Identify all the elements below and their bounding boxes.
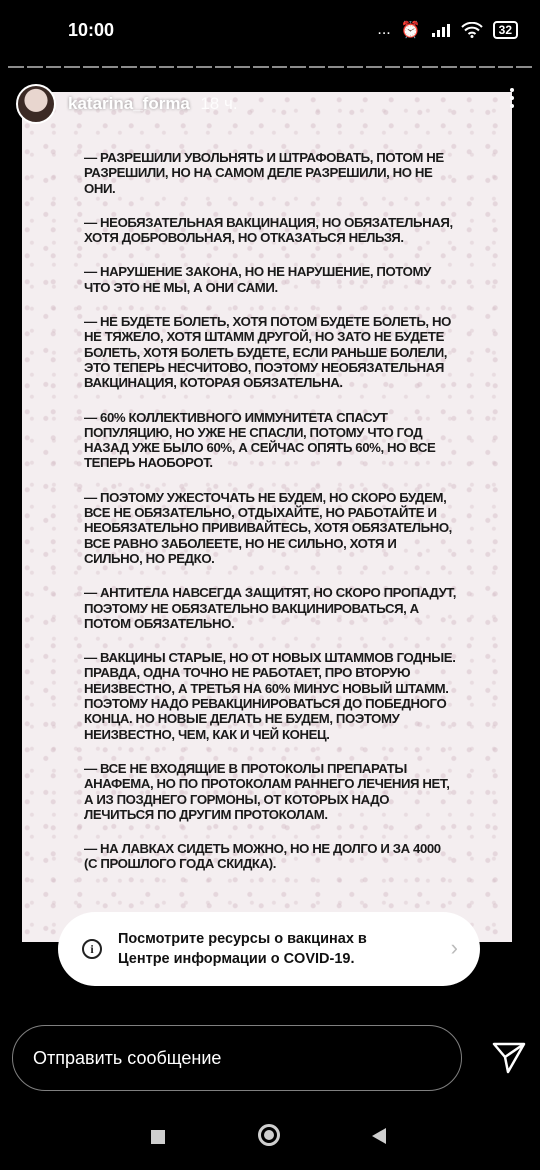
progress-segment bbox=[328, 66, 344, 68]
progress-segment bbox=[422, 66, 438, 68]
alarm-icon: ⏰ bbox=[400, 22, 421, 39]
story-paragraph: — 60% КОЛЛЕКТИВНОГО ИММУНИТЕТА СПАСУТ ПОПУЛЯЦИЮ, НО УЖЕ НЕ СПАСЛИ, ПОТОМУ ЧТО ГОД НАЗАД УЖЕ БЫЛО 60%, А СЕЙЧАС ОПЯТЬ 60%, НО ВСЕ ТЕПЕРЬ НАОБОРОТ. bbox=[84, 409, 436, 471]
info-icon: i bbox=[82, 939, 102, 959]
story-progress bbox=[8, 66, 532, 68]
progress-segment bbox=[290, 66, 306, 68]
story-image[interactable] bbox=[22, 92, 512, 942]
dot bbox=[510, 88, 514, 92]
progress-segment bbox=[234, 66, 250, 68]
covid-banner-text: Посмотрите ресурсы о вакцинах в Центре информации о COVID-19. bbox=[118, 931, 367, 967]
home-button[interactable] bbox=[258, 1124, 280, 1146]
progress-segment bbox=[272, 66, 288, 68]
covid-info-banner[interactable] bbox=[58, 912, 480, 986]
back-button[interactable] bbox=[372, 1128, 386, 1144]
progress-segment bbox=[177, 66, 193, 68]
clock: 10:00 bbox=[68, 20, 115, 40]
progress-segment bbox=[8, 66, 24, 68]
notification-dots-icon: ... bbox=[377, 21, 391, 38]
progress-segment bbox=[102, 66, 118, 68]
progress-segment bbox=[196, 66, 212, 68]
progress-segment bbox=[253, 66, 269, 68]
story-paragraph: — НЕОБЯЗАТЕЛЬНАЯ ВАКЦИНАЦИЯ, НО ОБЯЗАТЕЛЬНАЯ, ХОТЯ ДОБРОВОЛЬНАЯ, НО ОТКАЗАТЬСЯ НЕЛЬЗЯ. bbox=[84, 214, 453, 246]
dot bbox=[510, 96, 514, 100]
progress-segment bbox=[479, 66, 495, 68]
progress-segment bbox=[441, 66, 457, 68]
story-paragraph: — РАЗРЕШИЛИ УВОЛЬНЯТЬ И ШТРАФОВАТЬ, ПОТОМ НЕ РАЗРЕШИЛИ, НО НА САМОМ ДЕЛЕ РАЗРЕШИЛИ, НО НЕ ОНИ. bbox=[84, 150, 444, 196]
send-icon[interactable] bbox=[488, 1040, 528, 1076]
story-paragraph: — НА ЛАВКАХ СИДЕТЬ МОЖНО, НО НЕ ДОЛГО И ЗА 4000 (С ПРОШЛОГО ГОДА СКИДКА). bbox=[84, 841, 441, 872]
status-bar bbox=[0, 0, 540, 60]
progress-segment bbox=[140, 66, 156, 68]
recent-apps-button[interactable] bbox=[151, 1130, 165, 1144]
dot bbox=[510, 104, 514, 108]
status-icons bbox=[377, 20, 518, 40]
signal-icon bbox=[431, 23, 451, 37]
story-paragraph: — ВАКЦИНЫ СТАРЫЕ, НО ОТ НОВЫХ ШТАММОВ ГОДНЫЕ. ПРАВДА, ОДНА ТОЧНО НЕ РАБОТАЕТ, ПРО ВТОРУЮ НЕИЗВЕСТНО, А ТРЕТЬЯ НА 60% МИНУС НОВЫЙ ШТАММ. ПОЭТОМУ НАДО РЕВАКЦИНИРОВАТЬСЯ ДО ПОБЕДНОГО КОНЦА. НО НОВЫЕ ДЕЛАТЬ НЕ БУДЕМ, ПОЭТОМУ НЕИЗВЕСТНО, ЧЕМ, КАК И ЧЕЙ КОНЕЦ. bbox=[84, 650, 456, 742]
story-text bbox=[84, 150, 456, 891]
progress-segment bbox=[516, 66, 532, 68]
progress-segment bbox=[27, 66, 43, 68]
avatar[interactable] bbox=[16, 84, 56, 124]
story-paragraph: — НАРУШЕНИЕ ЗАКОНА, НО НЕ НАРУШЕНИЕ, ПОТОМУ ЧТО ЭТО НЕ МЫ, А ОНИ САМИ. bbox=[84, 264, 431, 295]
progress-segment bbox=[366, 66, 382, 68]
progress-segment bbox=[121, 66, 137, 68]
story-header bbox=[16, 84, 238, 124]
progress-segment bbox=[498, 66, 514, 68]
progress-segment bbox=[385, 66, 401, 68]
progress-segment bbox=[159, 66, 175, 68]
chevron-right-icon: › bbox=[450, 935, 458, 960]
progress-segment bbox=[309, 66, 325, 68]
story-paragraph: — ВСЕ НЕ ВХОДЯЩИЕ В ПРОТОКОЛЫ ПРЕПАРАТЫ АНАФЕМА, НО ПО ПРОТОКОЛАМ РАННЕГО ЛЕЧЕНИЯ НЕТ, А ИЗ ПОЗДНЕГО ГОРМОНЫ, ОТ КОТОРЫХ НАДО ЛЕЧИТЬСЯ ПО ДРУГИМ ПРОТОКОЛАМ. bbox=[84, 760, 450, 822]
story-paragraph: — АНТИТЕЛА НАВСЕГДА ЗАЩИТЯТ, НО СКОРО ПРОПАДУТ, ПОЭТОМУ НЕ ОБЯЗАТЕЛЬНО ВАКЦИНИРОВАТЬСЯ, А ПОТОМ ОБЯЗАТЕЛЬНО. bbox=[84, 585, 456, 631]
progress-segment bbox=[215, 66, 231, 68]
post-time: 18 ч. bbox=[200, 94, 238, 113]
reply-bar[interactable] bbox=[12, 1025, 462, 1091]
username[interactable]: katarina_forma bbox=[68, 94, 190, 113]
progress-segment bbox=[403, 66, 419, 68]
more-options-icon[interactable] bbox=[510, 88, 514, 108]
story-paragraph: — ПОЭТОМУ УЖЕСТОЧАТЬ НЕ БУДЕМ, НО СКОРО БУДЕМ, ВСЕ НЕ ОБЯЗАТЕЛЬНО, ОТДЫХАЙТЕ, НО РАБОТАЙТЕ И НЕОБЯЗАТЕЛЬНО ПРИВИВАЙТЕСЬ, ХОТЯ ОБЯЗАТЕЛЬНО, ВСЕ РАВНО ЗАБОЛЕЕТЕ, НО НЕ СИЛЬНО, ХОТЯ И СИЛЬНО, НО РЕДКО. bbox=[84, 489, 452, 566]
progress-segment bbox=[460, 66, 476, 68]
battery-icon: 32 bbox=[493, 21, 518, 39]
message-input[interactable] bbox=[13, 1026, 461, 1090]
progress-segment bbox=[83, 66, 99, 68]
wifi-icon bbox=[461, 22, 483, 38]
progress-segment bbox=[64, 66, 80, 68]
story-paragraph: — НЕ БУДЕТЕ БОЛЕТЬ, ХОТЯ ПОТОМ БУДЕТЕ БОЛЕТЬ, НО НЕ ТЯЖЕЛО, ХОТЯ ШТАММ ДРУГОЙ, НО ЗАТО НЕ БУДЕТЕ БОЛЕТЬ, ХОТЯ БОЛЕТЬ БУДЕТЕ, ЕСЛИ РАНЬШЕ БОЛЕЛИ, ЭТО ТЕПЕРЬ НЕСЧИТОВО, ПОЭТОМУ НЕОБЯЗАТЕЛЬНАЯ ВАКЦИНАЦИЯ, КОТОРАЯ ОБЯЗАТЕЛЬНА. bbox=[84, 314, 451, 391]
progress-segment bbox=[46, 66, 62, 68]
progress-segment bbox=[347, 66, 363, 68]
